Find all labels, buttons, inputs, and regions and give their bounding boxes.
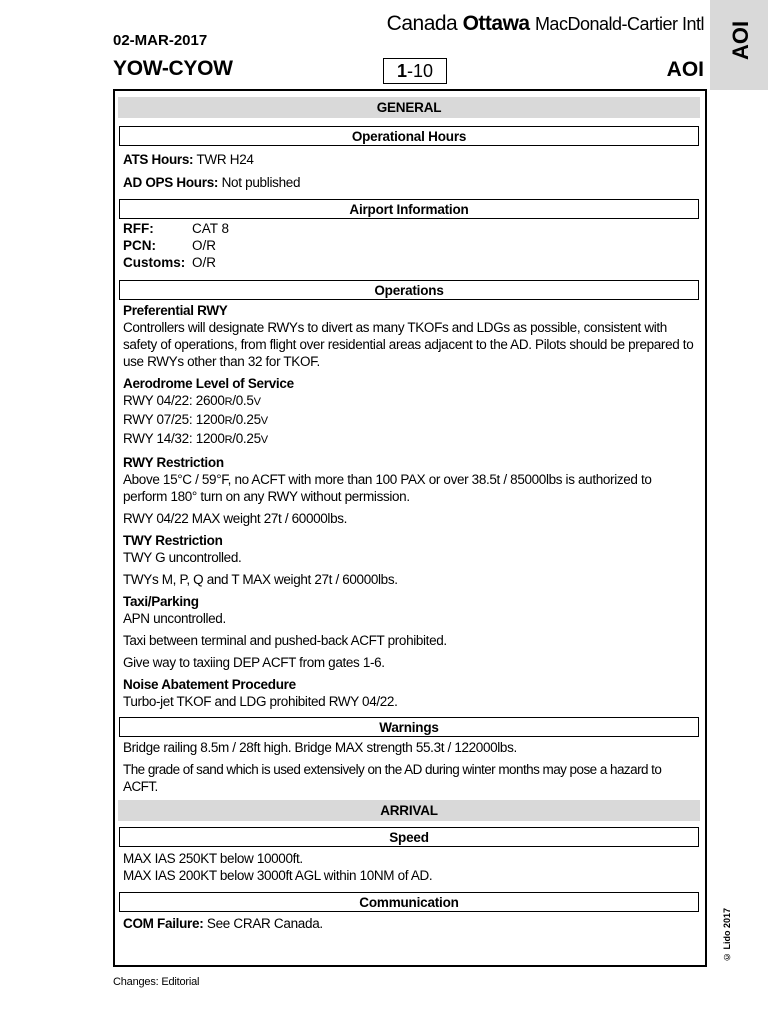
los-v: V: [253, 396, 261, 408]
level-of-service-title: Aerodrome Level of Service: [123, 376, 294, 391]
warning-text: Bridge railing 8.5m / 28ft high. Bridge MAX strength 55.3t / 122000lbs.: [123, 740, 517, 755]
changes-note: Changes: Editorial: [113, 976, 200, 988]
speed-line: MAX IAS 250KT below 10000ft.: [123, 851, 303, 866]
level-of-service-row: [118, 411, 700, 430]
los-rwy: RWY 07/25:: [123, 412, 193, 427]
los-mid: /0.5: [232, 393, 254, 408]
los-dist: 2600: [195, 393, 225, 408]
los-dist: 1200: [195, 412, 225, 427]
level-of-service-row: [118, 430, 700, 449]
speed-line: MAX IAS 200KT below 3000ft AGL within 10NM of AD.: [123, 868, 433, 883]
copyright: © Lido 2017: [722, 907, 732, 962]
los-rwy: RWY 04/22:: [123, 393, 193, 408]
twy-restriction-text: TWY G uncontrolled.: [123, 550, 242, 565]
los-r: R: [224, 396, 233, 408]
noise-abatement-title: Noise Abatement Procedure: [123, 677, 296, 692]
twy-restriction-title: TWY Restriction: [123, 533, 223, 548]
preferential-rwy-title: Preferential RWY: [123, 303, 228, 318]
general-heading: GENERAL: [118, 97, 700, 118]
airport-name: MacDonald-Cartier Intl: [534, 14, 704, 34]
info-key: PCN:: [123, 238, 156, 253]
ats-hours-label: ATS Hours:: [123, 152, 194, 167]
taxi-parking-text: APN uncontrolled.: [123, 611, 226, 626]
los-r: R: [224, 415, 233, 427]
los-r: R: [224, 434, 233, 446]
airport-title: [387, 12, 704, 36]
warning-text: The grade of sand which is used extensively on the AD during winter months may pose a hazard to ACFT.: [123, 762, 662, 794]
city: Ottawa: [462, 12, 530, 35]
com-failure-label: COM Failure:: [123, 916, 204, 931]
level-of-service-row: [118, 392, 700, 411]
info-value: O/R: [192, 238, 217, 253]
noise-abatement-text: Turbo-jet TKOF and LDG prohibited RWY 04/22.: [123, 694, 398, 709]
page-number-main: 1: [396, 61, 407, 81]
com-failure-value: See CRAR Canada.: [206, 916, 323, 931]
twy-restriction-weight: TWYs M, P, Q and T MAX weight 27t / 60000lbs.: [123, 572, 398, 587]
country: Canada: [386, 12, 458, 35]
ad-ops-hours-label: AD OPS Hours:: [123, 175, 219, 190]
los-dist: 1200: [195, 431, 225, 446]
speed-heading: Speed: [119, 827, 699, 847]
ad-ops-hours: [118, 174, 700, 191]
info-value: O/R: [192, 255, 217, 270]
info-key: Customs:: [123, 255, 186, 270]
page-number: [383, 58, 447, 84]
com-failure: [118, 915, 700, 932]
los-mid: /0.25: [232, 431, 261, 446]
ats-hours: [118, 151, 700, 168]
section-tab-label: AOI: [728, 20, 753, 60]
info-row: [118, 254, 700, 271]
effective-date: 02-MAR-2017: [113, 32, 208, 49]
los-v: V: [260, 434, 268, 446]
operations-heading: Operations: [119, 280, 699, 300]
arrival-heading: ARRIVAL: [118, 800, 700, 821]
section-code: AOI: [666, 58, 704, 81]
taxi-parking-title: Taxi/Parking: [123, 594, 199, 609]
ad-ops-hours-value: Not published: [221, 175, 301, 190]
ats-hours-value: TWR H24: [196, 152, 254, 167]
rwy-restriction-weight: RWY 04/22 MAX weight 27t / 60000lbs.: [123, 511, 348, 526]
operational-hours-heading: Operational Hours: [119, 126, 699, 146]
los-mid: /0.25: [232, 412, 261, 427]
rwy-restriction-text: Above 15°C / 59°F, no ACFT with more than 100 PAX or over 38.5t / 85000lbs is authorized to perform 180° turn on any RWY without permission.: [123, 472, 652, 504]
info-key: RFF:: [123, 221, 154, 236]
rwy-restriction-title: RWY Restriction: [123, 455, 224, 470]
info-row: [118, 237, 700, 254]
los-rwy: RWY 14/32:: [123, 431, 193, 446]
preferential-rwy-text: Controllers will designate RWYs to divert as many TKOFs and LDGs as possible, consistent with safety of operations, from flight over residential areas adjacent to the AD. Pilots should be prepared to use RWYs other than 32 for TKOF.: [123, 320, 694, 369]
info-row: [118, 220, 700, 237]
content: [118, 97, 700, 932]
communication-heading: Communication: [119, 892, 699, 912]
airport-code: YOW-CYOW: [113, 57, 233, 80]
airport-information-heading: Airport Information: [119, 199, 699, 219]
taxi-parking-text: Give way to taxiing DEP ACFT from gates 1-6.: [123, 655, 385, 670]
los-v: V: [260, 415, 268, 427]
info-value: CAT 8: [192, 221, 230, 236]
taxi-parking-text: Taxi between terminal and pushed-back ACFT prohibited.: [123, 633, 447, 648]
warnings-heading: Warnings: [119, 717, 699, 737]
page-number-sub: -10: [407, 61, 434, 81]
